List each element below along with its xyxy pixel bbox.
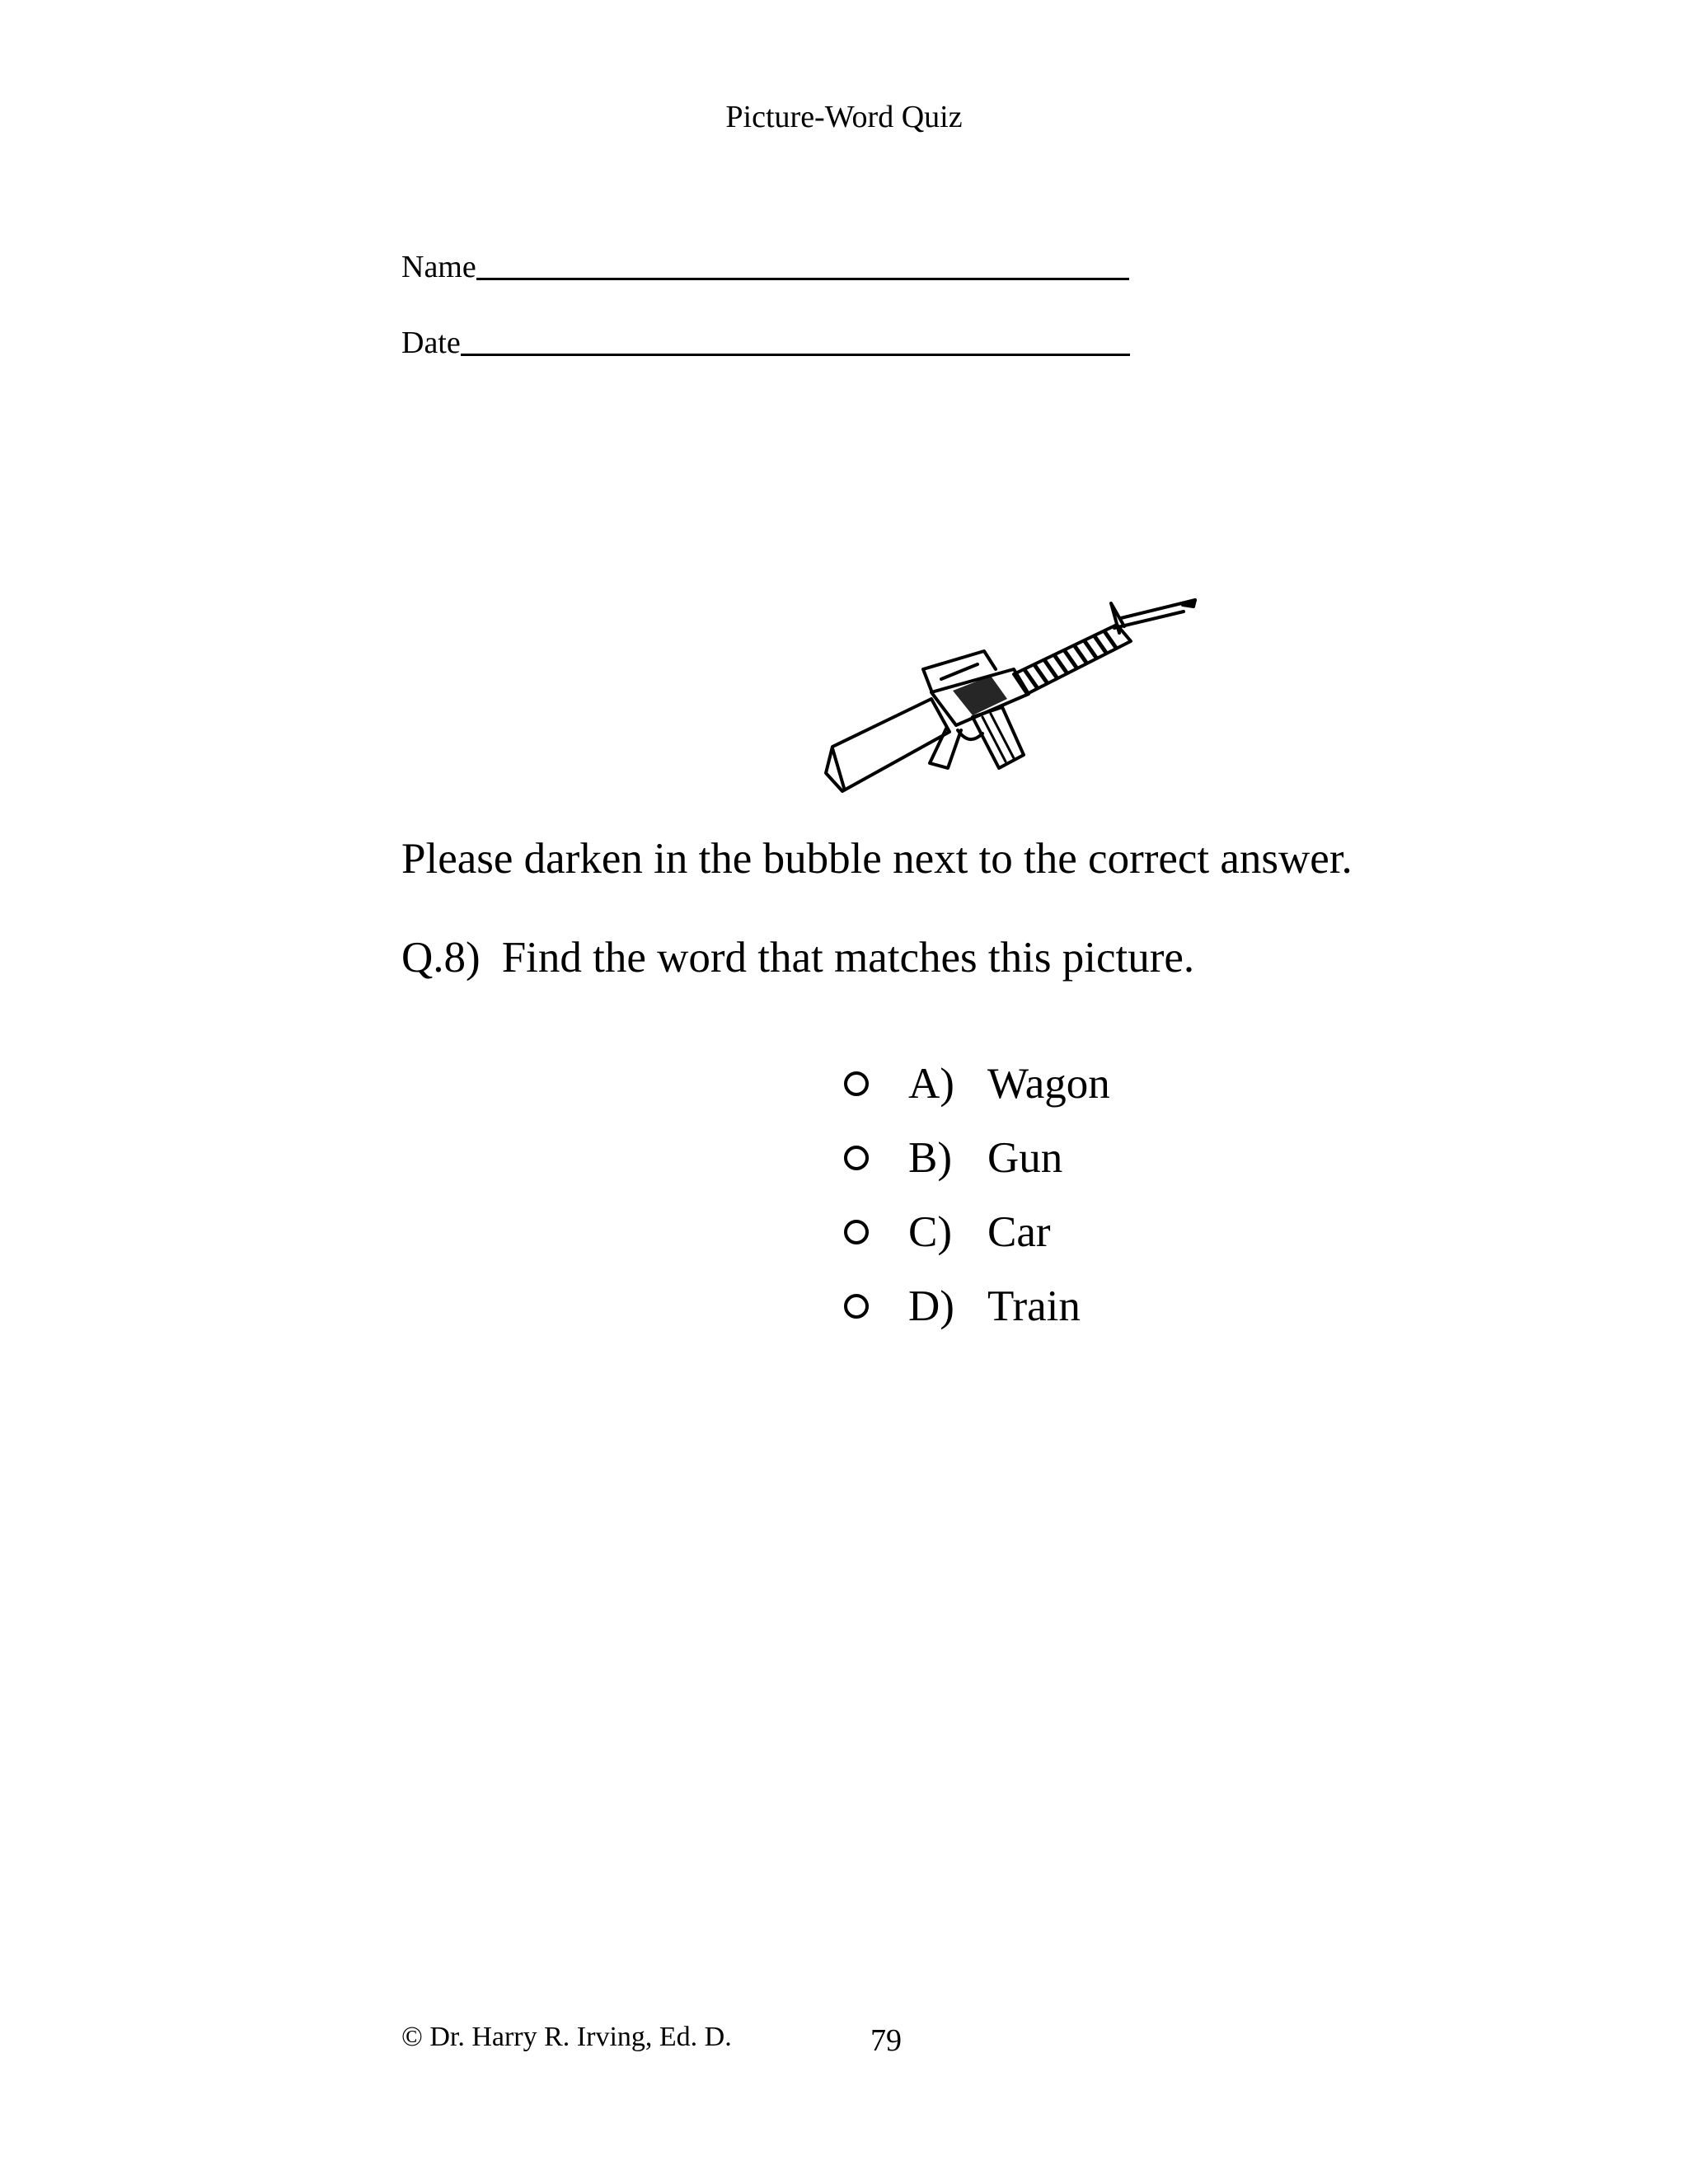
option-letter: A) bbox=[908, 1060, 954, 1108]
date-line[interactable] bbox=[461, 354, 1130, 356]
question bbox=[401, 931, 1194, 984]
date-field[interactable] bbox=[401, 323, 1130, 363]
name-field[interactable] bbox=[401, 247, 1129, 287]
instructions-text: Please darken in the bubble next to the correct answer. bbox=[401, 835, 1353, 883]
option-c[interactable] bbox=[844, 1195, 1110, 1269]
bubble-icon[interactable] bbox=[844, 1294, 869, 1319]
option-text: Car bbox=[987, 1208, 1051, 1256]
date-label: Date bbox=[401, 326, 461, 360]
bubble-icon[interactable] bbox=[844, 1220, 869, 1244]
rifle-icon bbox=[808, 593, 1203, 799]
option-text: Wagon bbox=[987, 1060, 1110, 1108]
page-number: 79 bbox=[870, 2023, 902, 2058]
option-letter: C) bbox=[908, 1208, 952, 1256]
option-b[interactable] bbox=[844, 1121, 1110, 1195]
name-label: Name bbox=[401, 250, 476, 284]
answer-options bbox=[844, 1047, 1110, 1343]
option-letter: D) bbox=[908, 1282, 954, 1330]
option-letter: B) bbox=[908, 1134, 952, 1182]
option-a[interactable] bbox=[844, 1047, 1110, 1121]
option-d[interactable] bbox=[844, 1269, 1110, 1343]
option-text: Gun bbox=[987, 1134, 1063, 1182]
question-number: Q.8) bbox=[401, 934, 481, 982]
bubble-icon[interactable] bbox=[844, 1146, 869, 1170]
name-line[interactable] bbox=[476, 278, 1129, 280]
option-text: Train bbox=[987, 1282, 1081, 1330]
footer-copyright: © Dr. Harry R. Irving, Ed. D. bbox=[401, 2022, 732, 2052]
bubble-icon[interactable] bbox=[844, 1071, 869, 1096]
page-title: Picture-Word Quiz bbox=[725, 100, 963, 134]
question-text: Find the word that matches this picture. bbox=[501, 934, 1195, 982]
